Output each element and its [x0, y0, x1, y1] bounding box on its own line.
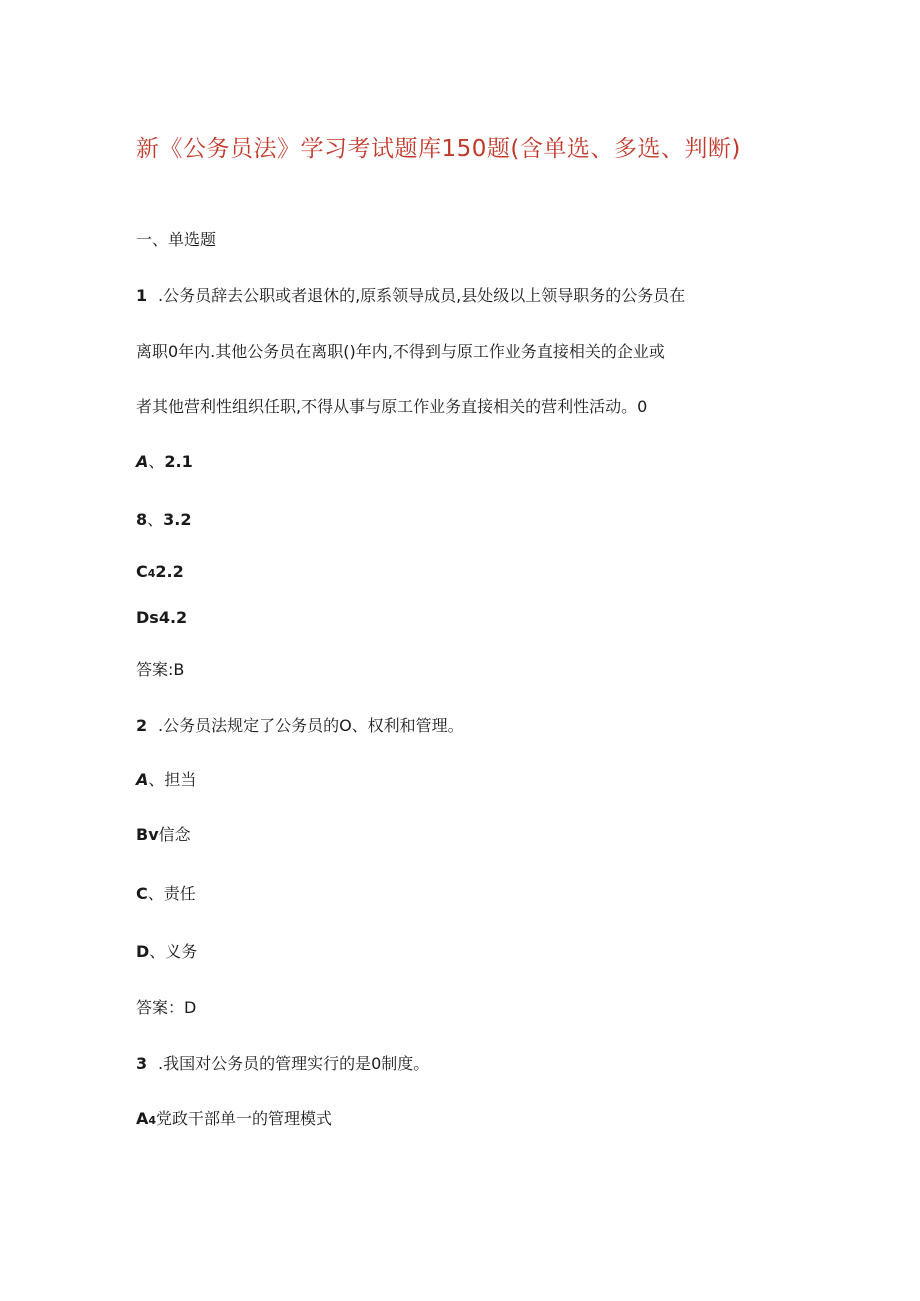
option-text: 3.2	[163, 510, 192, 529]
question-2-stem	[136, 716, 464, 736]
option-key: A	[136, 1109, 149, 1128]
question-stem-text: .公务员辞去公职或者退休的,原系领导成员,县处级以上领导职务的公务员在	[158, 286, 686, 305]
option-key: C	[136, 884, 148, 903]
question-1-stem-line-2: 离职0年内.其他公务员在离职()年内,不得到与原工作业务直接相关的企业或	[136, 342, 665, 361]
option-separator: 、	[148, 452, 165, 471]
option-text: 担当	[164, 770, 197, 789]
question-2-option-a	[136, 770, 196, 790]
document-title: 新《公务员法》学习考试题库150题(含单选、多选、判断)	[136, 136, 741, 162]
question-1-answer: 答案:B	[136, 660, 185, 679]
question-1-option-a	[136, 452, 193, 472]
option-text: 信念	[158, 825, 191, 844]
option-text: 责任	[163, 884, 196, 903]
question-1-stem-line-3: 者其他营利性组织任职,不得从事与原工作业务直接相关的营利性活动。0	[136, 397, 648, 416]
option-separator: 4	[148, 1114, 157, 1127]
question-2-option-b	[136, 825, 191, 845]
option-separator: 4	[147, 567, 156, 580]
question-2-option-d	[136, 942, 197, 962]
section-heading: 一、单选题	[136, 230, 217, 249]
question-stem-text: .我国对公务员的管理实行的是0制度。	[158, 1054, 430, 1073]
option-key: A	[136, 770, 149, 789]
question-1-option-c	[136, 562, 184, 584]
option-text: 义务	[165, 942, 198, 961]
option-separator: 、	[147, 510, 164, 529]
option-text: 党政干部单一的管理模式	[156, 1109, 333, 1128]
question-number: 2	[136, 716, 148, 735]
option-key: 8	[136, 510, 148, 529]
option-key: C	[136, 562, 148, 581]
option-text: 4.2	[158, 608, 188, 627]
question-3-option-a	[136, 1109, 332, 1131]
option-key: Bv	[136, 825, 159, 844]
question-3-stem	[136, 1054, 429, 1074]
option-key: A	[136, 452, 149, 471]
question-2-option-c	[136, 884, 196, 904]
question-2-answer: 答案：D	[136, 998, 197, 1017]
option-separator: 、	[149, 942, 166, 961]
question-1-stem-line-1	[136, 286, 685, 306]
option-text: 2.1	[164, 452, 193, 471]
question-stem-text: .公务员法规定了公务员的O、权利和管理。	[158, 716, 464, 735]
question-1-option-b	[136, 510, 192, 530]
question-1-option-d	[136, 608, 187, 628]
option-text: 2.2	[155, 562, 184, 581]
option-separator: 、	[147, 884, 164, 903]
option-separator: 、	[148, 770, 165, 789]
option-key: Ds	[136, 608, 159, 627]
question-number: 1	[136, 286, 148, 305]
option-key: D	[136, 942, 150, 961]
question-number: 3	[136, 1054, 148, 1073]
